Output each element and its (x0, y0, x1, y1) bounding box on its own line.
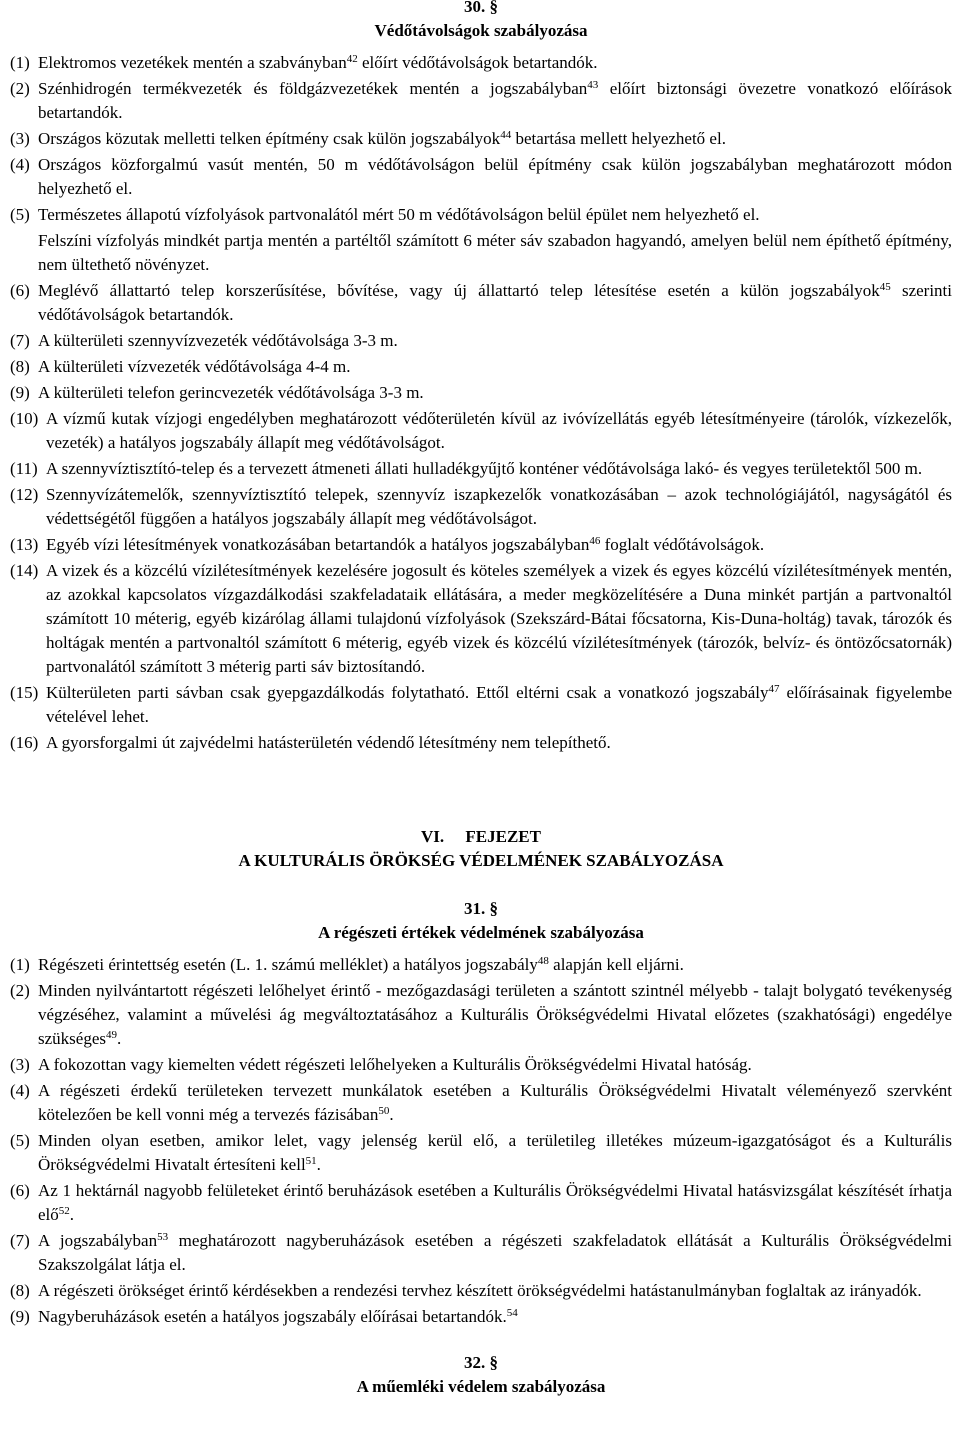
list-item (10, 979, 952, 1051)
paragraph: Felszíni vízfolyás mindkét partja mentén a partéltől számított 6 méter sáv szabadon hagyandó, amelyen belül nem építhető építmény, nem ültethető növényzet. (38, 231, 952, 274)
item-text-tail: . (69, 1205, 75, 1224)
section-30-items-b (10, 279, 952, 755)
item-text (46, 681, 952, 729)
list-item (10, 1079, 952, 1127)
footnote-ref: 50 (378, 1105, 390, 1117)
item-text-main: Szénhidrogén termékvezeték és földgázvezetékek mentén a jogszabályban (38, 79, 588, 98)
item-text-main: Nagyberuházások esetén a hatályos jogszabály előírásai betartandók. (38, 1307, 507, 1326)
item-text (38, 1179, 952, 1227)
item-number: (12) (10, 485, 39, 504)
item-text-main: A külterületi telefon gerincvezeték védőtávolsága 3-3 m. (38, 383, 424, 402)
section-number: 31. § (464, 899, 498, 918)
item-number: (9) (10, 1307, 30, 1326)
list-item (10, 1229, 952, 1277)
item-number: (16) (10, 733, 39, 752)
item-number: (2) (10, 79, 30, 98)
item-text (46, 731, 952, 755)
item-text-main: Minden olyan esetben, amikor lelet, vagy jelenség kerül elő, a területileg illetékes múzeum-igazgatóságot és a Kulturális Örökségvédelmi Hivatalt értesíteni kell (38, 1131, 952, 1174)
item-text-main: Természetes állapotú vízfolyások partvonalától mért 50 m védőtávolságon belül épület nem helyezhető el. (38, 205, 760, 224)
footnote-ref: 43 (587, 79, 599, 91)
list-item (10, 457, 952, 481)
item-text-main: Az 1 hektárnál nagyobb felületeket érintő beruházások esetében a Kulturális Örökségvédelmi Hivatal hatásvizsgálat készítését írhatja elő (38, 1181, 952, 1224)
item-text (38, 979, 952, 1051)
item-text-tail: meghatározott nagyberuházások esetében a régészeti szakfeladatok ellátását a Kulturális Örökségvédelmi Szakszolgálat látja el. (38, 1231, 952, 1274)
item-text-main: Régészeti érintettség esetén (L. 1. számú melléklet) a hatályos jogszabály (38, 955, 538, 974)
item-number: (4) (10, 155, 30, 174)
list-item (10, 1129, 952, 1177)
section-30-items-a (10, 51, 952, 227)
item-text-main: A jogszabályban (38, 1231, 158, 1250)
item-text-main: A külterületi szennyvízvezeték védőtávolsága 3-3 m. (38, 331, 398, 350)
item-text (38, 153, 952, 201)
item-number: (8) (10, 357, 30, 376)
list-item (10, 329, 952, 353)
item-text (38, 1229, 952, 1277)
list-item (10, 203, 952, 227)
chapter-number: VI. FEJEZET (421, 827, 541, 846)
item-text (38, 1305, 952, 1329)
item-number: (2) (10, 981, 30, 1000)
item-number: (3) (10, 129, 30, 148)
item-number: (8) (10, 1281, 30, 1300)
chapter-title: A KULTURÁLIS ÖRÖKSÉG VÉDELMÉNEK SZABÁLYOZÁSA (238, 851, 724, 870)
item-text (38, 329, 952, 353)
item-number: (4) (10, 1081, 30, 1100)
item-text-tail: előírt védőtávolságok betartandók. (357, 53, 598, 72)
item-text (38, 1279, 952, 1303)
item-text (38, 1129, 952, 1177)
item-number: (6) (10, 1181, 30, 1200)
item-number: (1) (10, 955, 30, 974)
item-text-main: A szennyvíztisztító-telep és a tervezett átmeneti állati hulladékgyűjtő konténer védőtávolsága lakó- és vegyes területektől 500 m. (46, 459, 923, 478)
item-text-tail: . (116, 1029, 122, 1048)
list-item (10, 127, 952, 151)
list-item (10, 1279, 952, 1303)
item-text (38, 1079, 952, 1127)
item-text-main: A vizek és a közcélú vízilétesítmények kezelésére jogosult és köteles személyek a vizek és egyes közcélú vízilétesítmények mentén, az azokkal kapcsolatos vízgazdálkodási szakfeladataik ellátására, a meder megközelítésére a Duna minkét partján a partvonaltól számított 10 méterig, egyéb kizárólag állami tulajdonú vízfolyások (Szekszárd-Bátai főcsatorna, Kis-Duna-holtág) tavak, tározók és holtágak mentén a partvonaltól számított 6 méterig, egyéb vizek és közcélú vízilétesítmények (tározók, belvíz- és öntözőcsatornák) partvonalától számított 3 méterig parti sáv biztosítandó. (46, 561, 952, 676)
item-number: (7) (10, 331, 30, 350)
section-title: Védőtávolságok szabályozása (374, 21, 588, 40)
item-text-tail: foglalt védőtávolságok. (600, 535, 765, 554)
item-number: (11) (10, 459, 38, 478)
list-item (10, 953, 952, 977)
list-item (10, 483, 952, 531)
footnote-ref: 45 (879, 281, 891, 293)
list-item (10, 559, 952, 679)
footnote-ref: 46 (589, 535, 601, 547)
section-title: A műemléki védelem szabályozása (356, 1377, 606, 1396)
footnote-ref: 54 (506, 1307, 518, 1319)
item-text (46, 483, 952, 531)
item-text-tail: előírásainak figyelembe vételével lehet. (46, 683, 952, 726)
item-text-tail: betartása mellett helyezhető el. (511, 129, 726, 148)
item-text-main: A régészeti érdekű területeken tervezett munkálatok esetében a Kulturális Örökségvédelmi Hivatalt véleményező szervként kötelezően be kell vonni még a tervezés fázisában (38, 1081, 952, 1124)
item-number: (3) (10, 1055, 30, 1074)
item-text (46, 559, 952, 679)
section-31-items (10, 953, 952, 1329)
item-text (46, 533, 952, 557)
item-text-tail: alapján kell eljárni. (548, 955, 684, 974)
item-text (46, 407, 952, 455)
item-text (38, 279, 952, 327)
item-text-main: Elektromos vezetékek mentén a szabványban (38, 53, 347, 72)
list-item (10, 533, 952, 557)
footnote-ref: 53 (157, 1231, 169, 1243)
item-text-tail: . (316, 1155, 321, 1174)
item-text-main: Minden nyilvántartott régészeti lelőhelyet érintő - mezőgazdasági területen a szántott szintnél mélyebb - talajt bolygató tevékenység végzéséhez, valamint a művelési ág megváltoztatásához a Kulturális Örökségvédelmi Hivatal előzetes (szakhatósági) engedélye szükséges (38, 981, 952, 1048)
item-number: (14) (10, 561, 39, 580)
item-text (38, 381, 952, 405)
list-item (10, 355, 952, 379)
item-text-main: Külterületen parti sávban csak gyepgazdálkodás folytatható. Ettől eltérni csak a vonatkozó jogszabály (46, 683, 769, 702)
footnote-ref: 48 (537, 955, 549, 967)
item-number: (9) (10, 383, 30, 402)
list-item (10, 1179, 952, 1227)
list-item (10, 407, 952, 455)
list-item (10, 1305, 952, 1329)
item-text-tail: . (389, 1105, 394, 1124)
item-number: (6) (10, 281, 30, 300)
chapter-heading (10, 825, 952, 873)
item-number: (13) (10, 535, 39, 554)
item-text-main: A vízmű kutak vízjogi engedélyben meghatározott védőterületén kívül az ivóvízellátás egyéb létesítményeire (tárolók, vízkezelők, vezeték) a hatályos jogszabály állapít meg védőtávolságot. (46, 409, 952, 452)
item-text-main: Országos közutak melletti telken építmény csak külön jogszabályok (38, 129, 501, 148)
item-text-tail: szerinti védőtávolságok betartandók. (38, 281, 952, 324)
item-text (38, 127, 952, 151)
item-number: (7) (10, 1231, 30, 1250)
footnote-ref: 51 (305, 1155, 317, 1167)
list-item (10, 153, 952, 201)
item-text-main: Egyéb vízi létesítmények vonatkozásában betartandók a hatályos jogszabályban (46, 535, 590, 554)
section-number: 30. § (464, 0, 498, 16)
section-title: A régészeti értékek védelmének szabályozása (318, 923, 644, 942)
item-text-main: A gyorsforgalmi út zajvédelmi hatásterületén védendő létesítmény nem telepíthető. (46, 733, 611, 752)
list-item (10, 279, 952, 327)
footnote-ref: 44 (500, 129, 512, 141)
item-text (38, 77, 952, 125)
footnote-ref: 49 (105, 1029, 117, 1041)
list-item (10, 381, 952, 405)
item-number: (15) (10, 683, 39, 702)
list-item (10, 77, 952, 125)
footnote-ref: 47 (768, 683, 780, 695)
item-text (38, 203, 952, 227)
item-text-main: A fokozottan vagy kiemelten védett régészeti lelőhelyeken a Kulturális Örökségvédelmi Hivatal hatóság. (38, 1055, 752, 1074)
item-text (38, 51, 952, 75)
item-text-main: Meglévő állattartó telep korszerűsítése, bővítése, vagy új állattartó telep létesítése esetén a külön jogszabályok (38, 281, 880, 300)
footnote-ref: 52 (58, 1205, 70, 1217)
list-item (10, 1053, 952, 1077)
list-item (10, 51, 952, 75)
item-text-tail: előírt biztonsági övezetre vonatkozó előírások betartandók. (38, 79, 952, 122)
item-text (38, 953, 952, 977)
item-number: (10) (10, 409, 39, 428)
section-number: 32. § (464, 1353, 498, 1372)
item-text (38, 355, 952, 379)
item-text (46, 457, 952, 481)
item-number: (1) (10, 53, 30, 72)
footnote-ref: 42 (346, 53, 358, 65)
item-text (38, 1053, 952, 1077)
item-text-main: Szennyvízátemelők, szennyvíztisztító telepek, szennyvíz iszapkezelők vonatkozásában – azok technológiájától, nagyságától és védettségétől függően a hatályos jogszabály állapít meg védőtávolságot. (46, 485, 952, 528)
list-item (10, 731, 952, 755)
item-number: (5) (10, 205, 30, 224)
item-text-main: A külterületi vízvezeték védőtávolsága 4-4 m. (38, 357, 351, 376)
list-item (10, 681, 952, 729)
item-text-main: Országos közforgalmú vasút mentén, 50 m védőtávolságon belül építmény csak külön jogszabályban meghatározott módon helyezhető el. (38, 155, 952, 198)
item-number: (5) (10, 1131, 30, 1150)
item-text-main: A régészeti örökséget érintő kérdésekben a rendezési tervhez készített örökségvédelmi hatástanulmányban foglaltak az irányadók. (38, 1281, 922, 1300)
